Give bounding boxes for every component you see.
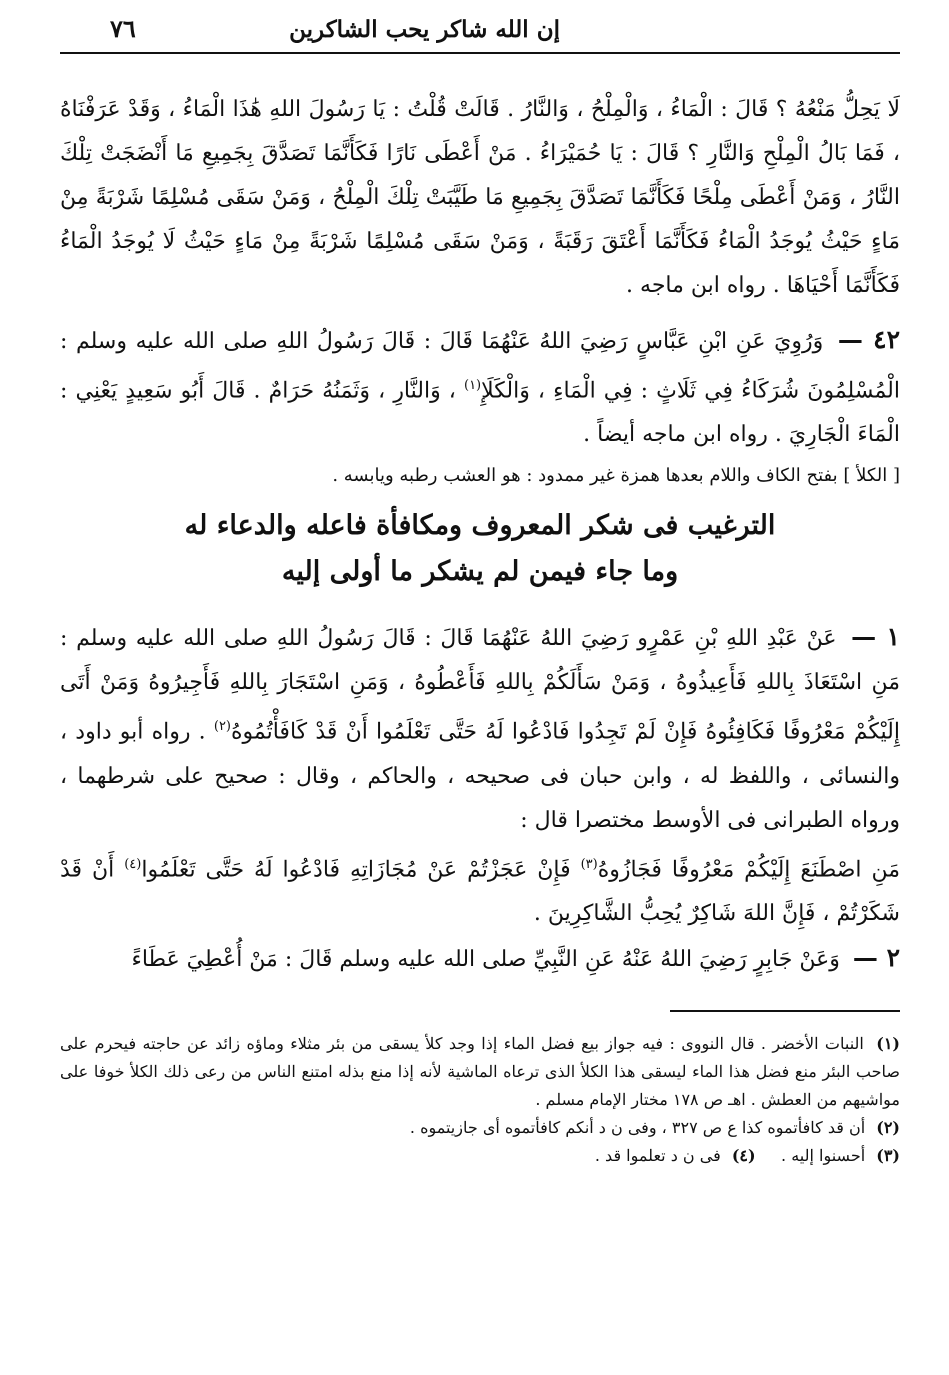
hadith-text: فَإِنْ عَجَزْتُمْ عَنْ مُجَازَاتِهِ فَادْعُوا لَهُ حَتَّى تَعْلَمُوا — [141, 856, 571, 882]
footnote-number: (١) — [876, 1033, 900, 1053]
footnote-number: (٣) — [876, 1145, 900, 1165]
hadith-number: ٢ — — [852, 942, 900, 972]
footnote-divider — [670, 1010, 900, 1012]
footnote-number: (٤) — [731, 1145, 756, 1165]
footnote-2 — [60, 1114, 900, 1142]
hadith-1-variant — [60, 843, 900, 936]
footnote-marker: (٤) — [124, 856, 142, 872]
footnote-text: أحسنوا إليه . — [781, 1145, 866, 1165]
footnote-text: أن قد كافأتموه كذا ع ص ٣٢٧ ، وفى ن د أنكم كافأتموه أى جازيتموه . — [409, 1117, 866, 1137]
section-heading — [60, 503, 900, 595]
footnote-text: النبات الأخضر . قال النووى : فيه جواز بيع فضل الماء إذا وجد كلأ يسقى من بئر مثلاء وماؤه زائد عن حاجته فيحرم على صاحب البئر منع فضل هذا الماء ليسقى هذا الكلأ الذى ترعاه الماشية لأنه إذا منع بذله امتنع الناس من رعى ذلك الكلأ خوفا على مواشيهم من العطش . اهـ ص ١٧٨ مختار الإمام مسلم . — [60, 1033, 900, 1109]
hadith-number: ٤٢ — — [837, 325, 900, 354]
section-heading-line: الترغيب فى شكر المعروف ومكافأة فاعله والدعاء له — [184, 510, 776, 542]
footnote-marker: (٢) — [213, 719, 231, 735]
footnotes — [60, 1030, 900, 1170]
page-number: ٧٦ — [110, 14, 136, 43]
hadith-text: عَنْ عَبْدِ اللهِ بْنِ عَمْرٍو رَضِيَ اللهُ عَنْهُمَا قَالَ : قَالَ رَسُولُ اللهِ صلى الله عليه وسلم : مَنِ اسْتَعَاذَ بِاللهِ فَأَعِيذُوهُ ، وَمَنْ سَأَلَكُمْ بِاللهِ فَأَعْطُوهُ ، وَمَنِ اسْتَجَارَ بِاللهِ فَأَجِيرُوهُ وَمَنْ أَتَى إِلَيْكُمْ مَعْرُوفًا فَكَافِئُوهُ فَإِنْ لَمْ تَجِدُوا فَادْعُوا لَهُ حَتَّى تَعْلَمُوا أَنْ قَدْ كَافَأْتُمُوهُ — [60, 626, 900, 745]
hadith-text: وَرُوِيَ عَنِ ابْنِ عَبَّاسٍ رَضِيَ اللهُ عَنْهُمَا قَالَ : قَالَ رَسُولُ اللهِ صلى الله عليه وسلم : الْمُسْلِمُونَ شُرَكَاءُ فِي ثَلَاثٍ : فِي الْمَاءِ ، وَالْكَلَإِ — [60, 329, 900, 404]
hadith-text: أَنْ قَدْ شَكَرْتُمْ ، فَإِنَّ اللهَ شَاكِرٌ يُحِبُّ الشَّاكِرِينَ . — [60, 856, 900, 926]
hadith-number: ١ — — [851, 622, 900, 652]
hadith-42 — [60, 318, 900, 457]
section-heading-line: وما جاء فيمن لم يشكر ما أولى إليه — [281, 556, 679, 588]
hadith-text: ، وَالنَّارِ ، وَثَمَنُهُ حَرَامٌ . قَالَ أَبُو سَعِيدٍ يَعْنِي : الْمَاءَ الْجَارِيَ . رواه ابن ماجه أيضاً . — [60, 378, 900, 448]
hadith-text: . رواه أبو داود ، والنسائى ، واللفظ له ، وابن حبان فى صحيحه ، والحاكم ، وقال : صحيح على شرطهما ، ورواه الطبرانى فى الأوسط مختصرا قال : — [60, 719, 900, 833]
page-header — [60, 10, 900, 54]
footnote-text: فى ن د تعلموا قد . — [594, 1145, 721, 1165]
footnote-number: (٢) — [876, 1117, 900, 1137]
running-title: إن الله شاكر يحب الشاكرين — [289, 16, 560, 43]
footnote-marker: (٣) — [580, 856, 598, 872]
hadith-text: وَعَنْ جَابِرٍ رَضِيَ اللهُ عَنْهُ عَنِ النَّبِيِّ صلى الله عليه وسلم قَالَ : مَنْ أُعْطِيَ عَطَاءً — [131, 946, 840, 972]
gloss-note: [ الكلأ ] بفتح الكاف واللام بعدها همزة غير ممدود : هو العشب رطبه ويابسه . — [332, 465, 900, 487]
footnote-3-4 — [60, 1142, 900, 1170]
page — [60, 10, 900, 1350]
footnote-marker: (١) — [463, 378, 482, 393]
footnote-1 — [60, 1030, 900, 1114]
hadith-2 — [60, 936, 900, 982]
paragraph-continuation: لَا يَحِلُّ مَنْعُهُ ؟ قَالَ : الْمَاءُ ، وَالْمِلْحُ ، وَالنَّارُ . قَالَتْ قُلْتُ : يَا رَسُولَ اللهِ هَٰذَا الْمَاءُ ، وَقَدْ عَرَفْنَاهُ ، فَمَا بَالُ الْمِلْحِ وَالنَّارِ ؟ قَالَ : يَا حُمَيْرَاءُ . مَنْ أَعْطَى نَارًا فَكَأَنَّمَا تَصَدَّقَ بِجَمِيعِ مَا أَنْضَجَتْ تِلْكَ النَّارُ ، وَمَنْ أَعْطَى مِلْحًا فَكَأَنَّمَا تَصَدَّقَ بِجَمِيعِ مَا طَيَّبَتْ تِلْكَ الْمِلْحُ ، وَمَنْ سَقَى مُسْلِمًا شَرْبَةً مِنْ مَاءٍ حَيْثُ يُوجَدُ الْمَاءُ فَكَأَنَّمَا أَعْتَقَ رَقَبَةً ، وَمَنْ سَقَى مُسْلِمًا شَرْبَةً مِنْ مَاءٍ حَيْثُ لَا يُوجَدُ الْمَاءُ فَكَأَنَّمَا أَحْيَاهَا . رواه ابن ماجه . — [60, 97, 900, 298]
hadith-text: مَنِ اصْطَنَعَ إِلَيْكُمْ مَعْرُوفًا فَجَازُوهُ — [597, 856, 900, 882]
hadith-1 — [60, 615, 900, 842]
